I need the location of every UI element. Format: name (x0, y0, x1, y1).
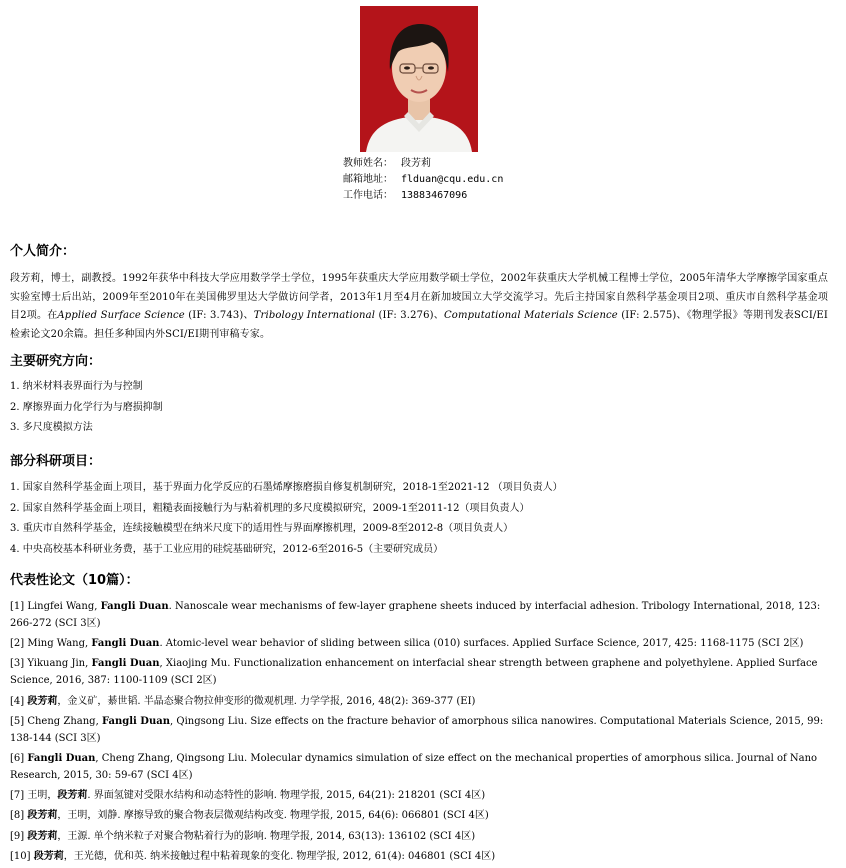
paper-prefix: [3] Yikuang Jin, (10, 658, 92, 670)
project-item: 4. 中央高校基本科研业务费，基于工业应用的硅烷基础研究，2012-6至2016-5（主要研究成员） (10, 543, 444, 555)
paper-author: 段芳莉 (27, 810, 58, 822)
bio-text-2: (IF: 3.743)、 (184, 310, 254, 321)
research-item: 2. 摩擦界面力化学行为与磨损抑制 (10, 401, 163, 413)
name-row (343, 156, 503, 172)
paper-author: Fangli Duan (100, 601, 169, 612)
contact-info (343, 156, 503, 204)
paper-item (10, 598, 840, 632)
research-item: 1. 纳米材料表界面行为与控制 (10, 381, 143, 392)
paper-prefix: [5] Cheng Zhang, (10, 715, 102, 727)
paper-author: 段芳莉 (27, 830, 58, 842)
email-value[interactable]: flduan@cqu.edu.cn (401, 174, 504, 185)
paper-citation: , Cheng Zhang, Qingsong Liu. Molecular dynamics simulation of size effect on the mechanical properties of amorphous silica. Journal of Nano Research, 2015, 30: 59-67 (SCI 4区) (10, 752, 818, 781)
research-heading: 主要研究方向： (10, 354, 102, 369)
project-item: 3. 重庆市自然科学基金，连续接触模型在纳米尺度下的适用性与界面摩擦机理，2009-8至2012-8（项目负责人） (10, 523, 514, 534)
paper-item (10, 848, 840, 865)
paper-author: Fangli Duan (91, 638, 160, 650)
project-item: 2. 国家自然科学基金面上项目，粗糙表面接触行为与粘着机理的多尺度模拟研究，2009-1至2011-12（项目负责人） (10, 502, 530, 514)
paper-prefix: [4] (10, 695, 28, 707)
paper-author: Fangli Duan (91, 658, 160, 670)
paper-prefix: [1] Lingfei Wang, (10, 601, 101, 612)
paper-citation: ，王光德，优和英. 纳米接触过程中粘着现象的变化. 物理学报, 2012, 61(4): 046801 (SCI 4区) (63, 850, 496, 862)
paper-citation: . Atomic-level wear behavior of sliding between silica (010) surfaces. Applied Surface Science, 2017, 425: 1168-1175 (SCI 2区) (159, 638, 804, 650)
research-item: 3. 多尺度模拟方法 (10, 422, 93, 433)
bio-text-4: (IF: 2.575)、《物理学报》等期刊发表SCI/EI检索论文20余篇。担任多种国内外SCI/EI期刊审稿专家。 (10, 310, 828, 340)
paper-citation: . Nanoscale wear mechanisms of few-layer graphene sheets induced by interfacial adhesion. Tribology International, 2018, 123: 266-272 (SCI 3区) (10, 601, 821, 629)
paper-item (10, 828, 840, 845)
paper-citation: , Qingsong Liu. Size effects on the fracture behavior of amorphous silica nanowires. Computational Materials Science, 2015, 99: 138-144 (SCI 3区) (10, 715, 824, 744)
paper-item (10, 693, 840, 710)
bio-journal-1: Applied Surface Science (57, 310, 185, 321)
paper-prefix: [10] (10, 850, 34, 862)
bio-journal-3: Computational Materials Science (443, 310, 618, 321)
paper-item (10, 635, 840, 652)
paper-citation: ，金义矿，綦世韬. 半晶态聚合物拉伸变形的微观机理. 力学学报, 2016, 48(2): 369-377 (EI) (57, 695, 476, 707)
name-label: 教师姓名： (343, 158, 393, 169)
phone-row (343, 188, 503, 204)
paper-item (10, 655, 840, 689)
name-value: 段芳莉 (401, 158, 431, 169)
paper-citation: ，王源. 单个纳米粒子对聚合物粘着行为的影响. 物理学报, 2014, 63(13): 136102 (SCI 4区) (57, 830, 476, 842)
research-list (10, 377, 163, 439)
paper-item (10, 787, 840, 804)
bio-text-1: 段芳莉，博士，副教授。1992年获华中科技大学应用数学学士学位，1995年获重庆大学应用数学硕士学位，2002年获重庆大学机械工程博士学位，2005年清华大学摩擦学国家重点实验室博士后出站，2009年至2010年在美国佛罗里达大学做访问学者，2013年1月至4月在新加坡国立大学交流学习。先后主持国家自然科学基金项目2项、重庆市自然科学基金项目2项。在 (10, 273, 828, 321)
projects-list (10, 478, 563, 560)
paper-author: Fangli Duan (27, 752, 96, 764)
bio-journal-2: Tribology International (253, 310, 376, 321)
papers-list (10, 598, 840, 868)
bio-paragraph (10, 270, 828, 344)
bio-text-3: (IF: 3.276)、 (375, 310, 444, 321)
paper-item (10, 713, 840, 747)
paper-prefix: [9] (10, 830, 28, 842)
phone-value: 13883467096 (401, 190, 468, 201)
paper-author: 段芳莉 (57, 790, 88, 802)
paper-citation: , Xiaojing Mu. Functionalization enhancement on interfacial shear strength between graphene and polyethylene. Applied Surface Science, 2016, 387: 1100-1109 (SCI 2区) (10, 658, 818, 687)
email-row (343, 172, 503, 188)
projects-heading: 部分科研项目： (10, 454, 102, 469)
paper-prefix: [6] (10, 752, 28, 764)
paper-item (10, 750, 840, 784)
email-label: 邮箱地址： (343, 174, 393, 185)
paper-author: 段芳莉 (33, 850, 64, 862)
paper-prefix: [8] (10, 810, 28, 822)
paper-citation: ，王明，刘静. 摩擦导致的聚合物表层微观结构改变. 物理学报, 2015, 64(6): 066801 (SCI 4区) (57, 810, 489, 822)
paper-prefix: [7] 王明， (10, 790, 58, 802)
paper-citation: . 界面氢键对受限水结构和动态特性的影响. 物理学报, 2015, 64(21): 218201 (SCI 4区) (87, 790, 486, 802)
papers-heading: 代表性论文（10篇）： (10, 573, 139, 588)
portrait-image (360, 6, 478, 152)
bio-heading: 个人简介： (10, 244, 76, 259)
paper-author: 段芳莉 (27, 695, 58, 707)
phone-label: 工作电话： (343, 190, 393, 201)
profile-photo (360, 6, 478, 152)
project-item: 1. 国家自然科学基金面上项目，基于界面力化学反应的石墨烯摩擦磨损自修复机制研究，2018-1至2021-12 （项目负责人） (10, 482, 563, 493)
paper-item (10, 807, 840, 824)
paper-prefix: [2] Ming Wang, (10, 638, 92, 650)
paper-author: Fangli Duan (101, 715, 171, 727)
